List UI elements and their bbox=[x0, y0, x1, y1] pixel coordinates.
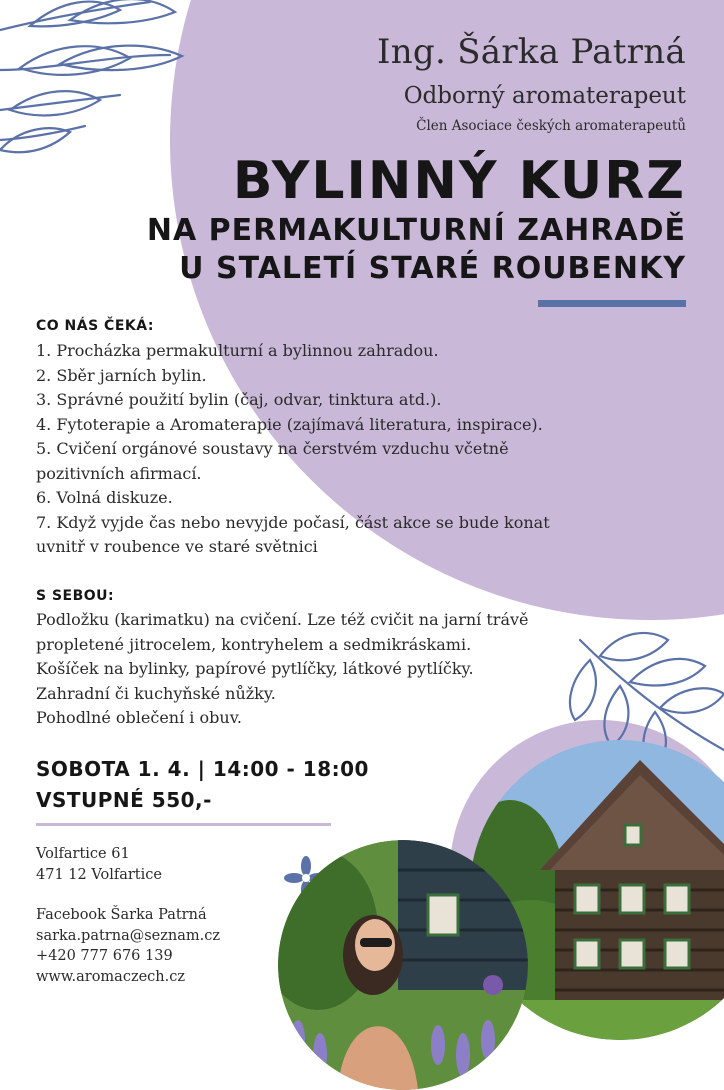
program-list bbox=[36, 339, 666, 560]
event-fee: VSTUPNÉ 550,- bbox=[36, 788, 212, 812]
author-membership: Člen Asociace českých aromaterapeutů bbox=[416, 118, 686, 134]
bring-heading: S SEBOU: bbox=[36, 588, 115, 604]
program-item: uvnitř v roubence ve staré světnici bbox=[36, 537, 318, 556]
bring-item: Pohodlné oblečení i obuv. bbox=[36, 708, 242, 727]
course-title: BYLINNÝ KURZ bbox=[232, 151, 686, 211]
course-subtitle-line-2: U STALETÍ STARÉ ROUBENKY bbox=[179, 251, 686, 286]
author-name: Ing. Šárka Patrná bbox=[376, 32, 686, 72]
program-item: 1. Procházka permakulturní a bylinnou zahradou. bbox=[36, 341, 439, 360]
program-item: 7. Když vyjde čas nebo nevyjde počasí, část akce se bude konat bbox=[36, 512, 550, 532]
bring-item: Zahradní či kuchyňské nůžky. bbox=[36, 683, 276, 703]
course-subtitle-line-1: NA PERMAKULTURNÍ ZAHRADĚ bbox=[146, 213, 686, 248]
bring-list bbox=[36, 608, 666, 731]
program-item: 5. Cvičení orgánové soustavy na čerstvém vzduchu včetně bbox=[36, 439, 509, 458]
leaf-decoration-top-left bbox=[0, 0, 190, 170]
title-underline bbox=[538, 300, 686, 307]
event-datetime: SOBOTA 1. 4. | 14:00 - 18:00 bbox=[36, 757, 369, 781]
phone-number[interactable]: +420 777 676 139 bbox=[36, 948, 173, 964]
header bbox=[377, 30, 686, 136]
facebook-link[interactable]: Facebook Šarka Patrná bbox=[36, 907, 207, 923]
course-subtitle bbox=[147, 212, 686, 288]
program-heading: CO NÁS ČEKÁ: bbox=[36, 318, 154, 334]
website-link[interactable]: www.aromaczech.cz bbox=[36, 968, 185, 985]
divider bbox=[36, 823, 331, 826]
herb-garden-photo bbox=[278, 840, 528, 1090]
bring-item: Podložku (karimatku) na cvičení. Lze též cvičit na jarní trávě bbox=[36, 610, 529, 629]
author-role: Odborný aromaterapeut bbox=[403, 83, 686, 109]
contact-block bbox=[36, 844, 220, 987]
event-info bbox=[36, 754, 369, 816]
address-city: 471 12 Volfartice bbox=[36, 866, 162, 883]
program-item: 3. Správné použití bylin (čaj, odvar, tinktura atd.). bbox=[36, 390, 442, 409]
bring-item: propletené jitrocelem, kontryhelem a sedmikráskami. bbox=[36, 634, 472, 654]
address-street: Volfartice 61 bbox=[36, 846, 130, 862]
email-link[interactable]: sarka.patrna@seznam.cz bbox=[36, 927, 220, 944]
program-item: 2. Sběr jarních bylin. bbox=[36, 365, 207, 385]
bring-item: Košíček na bylinky, papírové pytlíčky, látkové pytlíčky. bbox=[36, 659, 474, 678]
program-item: 4. Fytoterapie a Aromaterapie (zajímavá literatura, inspirace). bbox=[36, 414, 543, 434]
program-item: pozitivních afirmací. bbox=[36, 463, 202, 483]
program-item: 6. Volná diskuze. bbox=[36, 488, 173, 507]
